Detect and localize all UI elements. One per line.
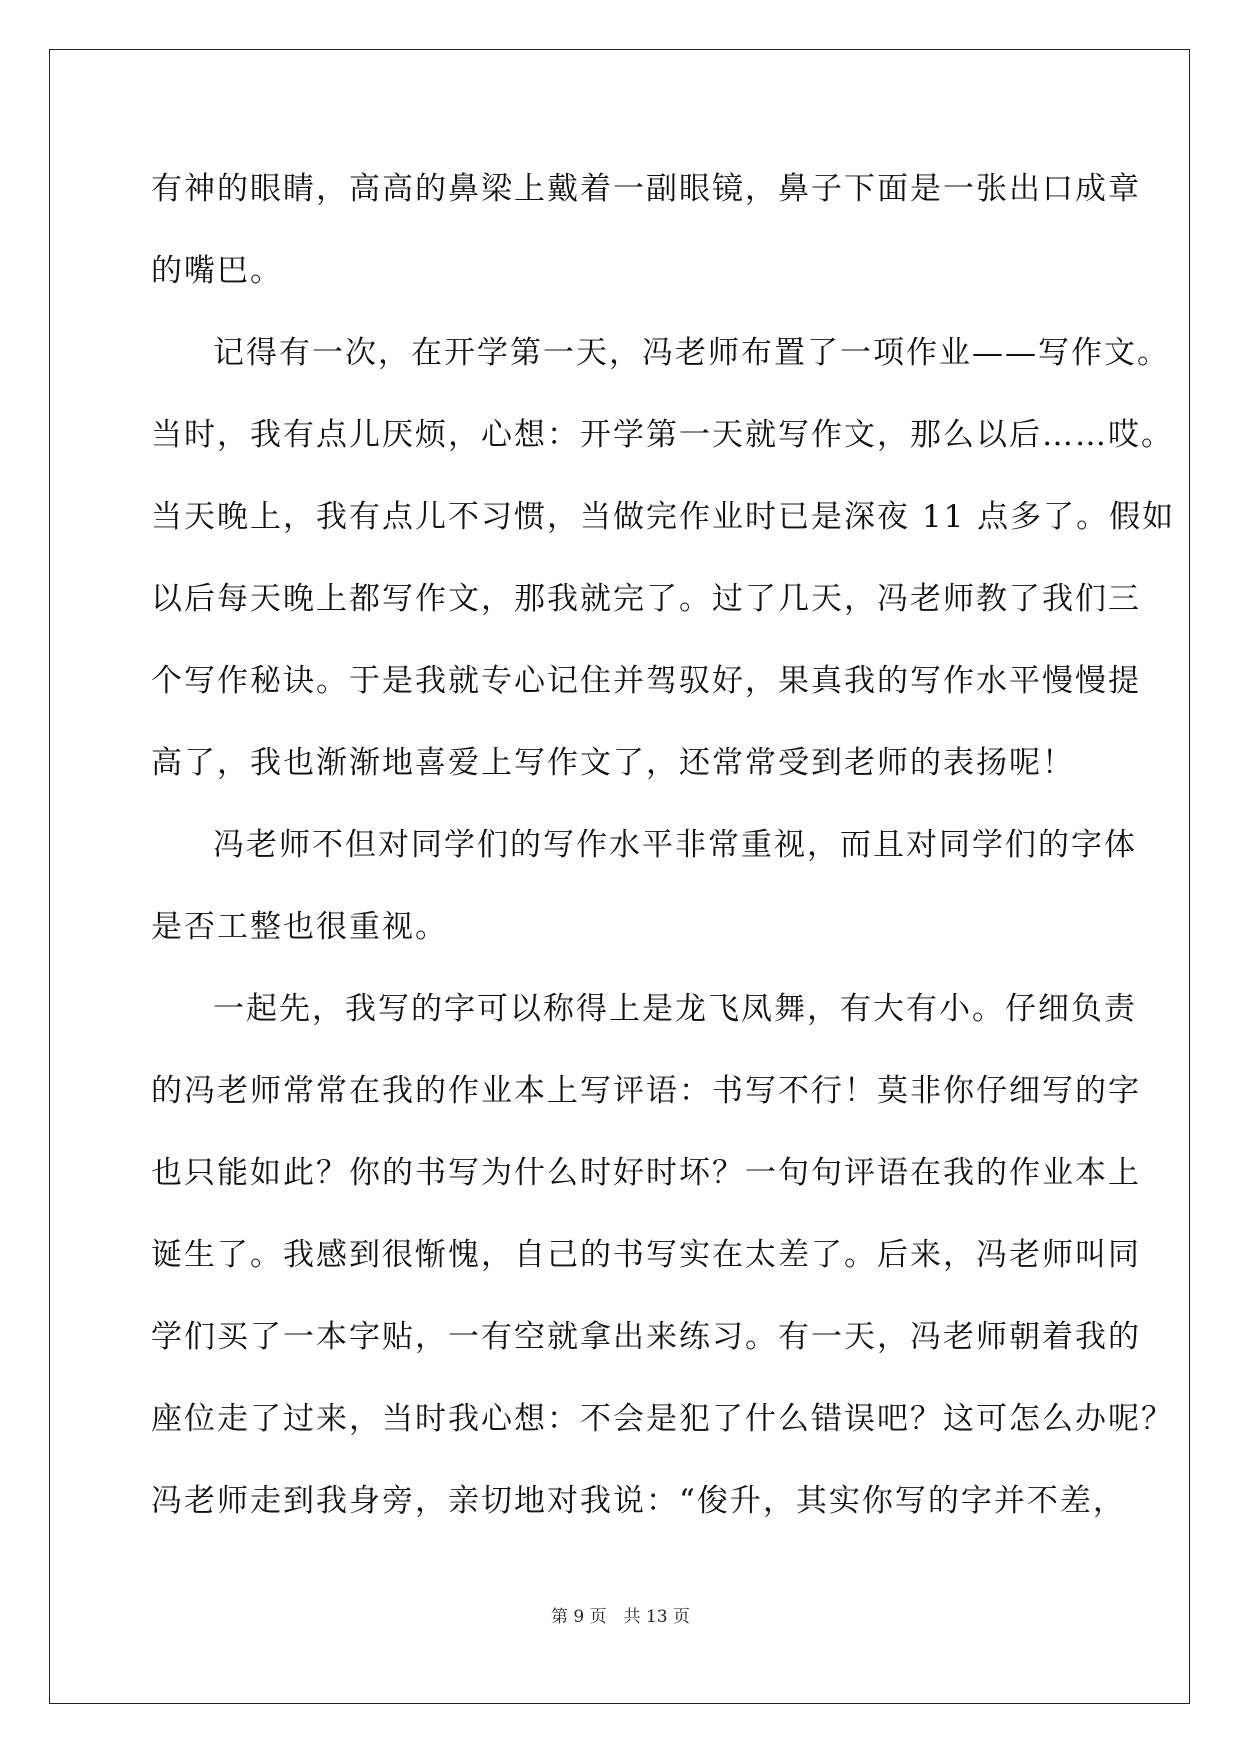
text-line: 高了，我也渐渐地喜爱上写作文了，还常常受到老师的表扬呢！ (151, 745, 1075, 781)
text-line: 座位走了过来，当时我心想：不会是犯了什么错误吧？这可怎么办呢？ (151, 1401, 1174, 1437)
paragraph-start-line: 冯老师不但对同学们的写作水平非常重视，而且对同学们的字体 (213, 827, 1137, 863)
text-line: 个写作秘诀。于是我就专心记住并驾驭好，果真我的写作水平慢慢提 (151, 663, 1141, 699)
text-line: 冯老师走到我身旁，亲切地对我说：“俊升，其实你写的字并不差， (151, 1483, 1126, 1519)
text-line: 学们买了一本字贴，一有空就拿出来练习。有一天，冯老师朝着我的 (151, 1319, 1141, 1355)
paragraph-start-line: 一起先，我写的字可以称得上是龙飞凤舞，有大有小。仔细负责 (213, 991, 1137, 1027)
document-body (151, 160, 1176, 1554)
text-line: 当天晚上，我有点儿不习惯，当做完作业时已是深夜 11 点多了。假如 (151, 499, 1176, 535)
text-line: 是否工整也很重视。 (151, 909, 448, 945)
text-line: 当时，我有点儿厌烦，心想：开学第一天就写作文，那么以后……哎。 (151, 417, 1174, 453)
text-line: 有神的眼睛，高高的鼻梁上戴着一副眼镜，鼻子下面是一张出口成章 (151, 171, 1141, 207)
text-line: 的冯老师常常在我的作业本上写评语：书写不行！莫非你仔细写的字 (151, 1073, 1141, 1109)
page-number-footer: 第 9 页 共 13 页 (550, 1607, 691, 1627)
text-line: 诞生了。我感到很惭愧，自己的书写实在太差了。后来，冯老师叫同 (151, 1237, 1141, 1273)
text-line: 的嘴巴。 (151, 253, 283, 289)
paragraph-start-line: 记得有一次，在开学第一天，冯老师布置了一项作业——写作文。 (213, 335, 1170, 371)
text-line: 也只能如此？你的书写为什么时好时坏？一句句评语在我的作业本上 (151, 1155, 1141, 1191)
text-line: 以后每天晚上都写作文，那我就完了。过了几天，冯老师教了我们三 (151, 581, 1141, 617)
